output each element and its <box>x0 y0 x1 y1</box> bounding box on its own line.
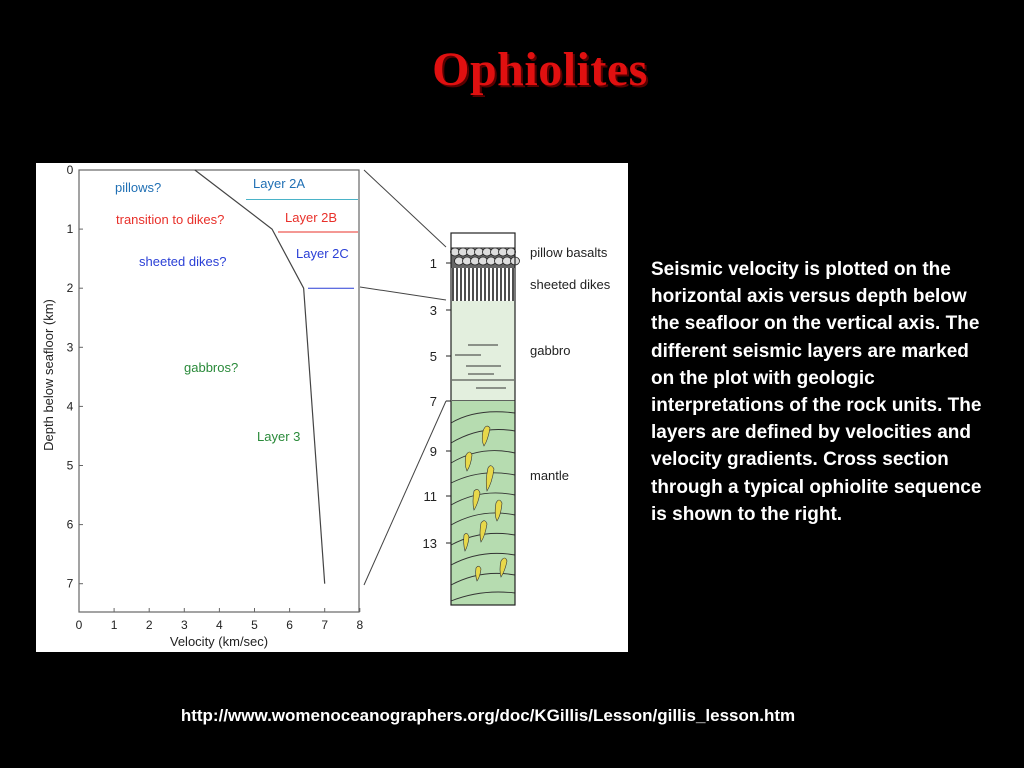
y-axis-label: Depth below seafloor (km) <box>41 299 56 451</box>
connector-middle <box>360 287 446 300</box>
pillow-shape <box>507 248 516 256</box>
source-url-link[interactable]: http://www.womenoceanographers.org/doc/KGillis/Lesson/gillis_lesson.htm <box>180 706 796 725</box>
unit-mantle: mantle <box>530 468 570 483</box>
x-tick-label: 0 <box>75 618 83 632</box>
x-axis-label: Velocity (km/sec) <box>169 634 269 649</box>
y-axis-ticks <box>67 163 83 591</box>
y-tick-label: 2 <box>66 281 74 296</box>
y-tick-label: 0 <box>66 163 74 177</box>
column-depth-ticks <box>423 256 451 551</box>
x-tick-label: 3 <box>180 618 188 632</box>
annotation-gabbros: gabbros? <box>184 360 239 375</box>
slide-title: Ophiolites <box>432 43 648 96</box>
y-tick-label: 4 <box>66 399 74 414</box>
column-tick-label: 5 <box>429 349 437 364</box>
annotation-pillows: pillows? <box>115 180 162 195</box>
column-tick-label: 9 <box>429 444 437 459</box>
x-tick-label: 2 <box>145 618 153 632</box>
annotation-layer-2c: Layer 2C <box>296 246 349 261</box>
figure-svg <box>36 163 628 652</box>
y-tick-label: 3 <box>66 340 74 355</box>
annotation-transition-to-dikes: transition to dikes? <box>116 212 225 227</box>
y-tick-label: 7 <box>66 576 74 591</box>
x-tick-label: 5 <box>251 618 258 632</box>
x-tick-label: 8 <box>356 618 364 632</box>
x-tick-label: 4 <box>216 618 223 632</box>
column-tick-label: 7 <box>429 394 437 409</box>
annotation-layer-2b: Layer 2B <box>285 210 338 225</box>
x-tick-label: 6 <box>286 618 293 632</box>
y-tick-label: 1 <box>66 222 74 237</box>
description-text: Seismic velocity is plotted on the horizontal axis versus depth below the seafloor on the vertical axis. The different seismic layers are marked on the plot with geologic interpretations of the rock units. The layers are defined by velocities and velocity gradients. Cross section through a typical ophiolite sequence is shown to the right. <box>651 259 982 525</box>
ophiolite-column <box>423 233 520 605</box>
column-tick-label: 13 <box>422 536 437 551</box>
unit-gabbro: gabbro <box>530 343 571 358</box>
plot-frame <box>79 170 359 612</box>
column-tick-label: 3 <box>429 303 437 318</box>
x-tick-label: 7 <box>321 618 329 632</box>
gabbro-layer <box>451 301 515 401</box>
annotation-sheeted-dikes: sheeted dikes? <box>139 254 227 269</box>
ophiolite-figure <box>36 163 628 652</box>
annotation-layer-3: Layer 3 <box>257 429 301 444</box>
column-tick-label: 1 <box>429 256 437 271</box>
connector-top <box>364 170 446 247</box>
unit-pillow-basalts: pillow basalts <box>530 245 608 260</box>
column-tick-label: 11 <box>423 489 437 504</box>
y-tick-label: 5 <box>66 458 74 473</box>
y-tick-label: 6 <box>66 517 74 532</box>
unit-sheeted-dikes: sheeted dikes <box>530 277 611 292</box>
x-tick-label: 1 <box>110 618 118 632</box>
annotation-layer-2a: Layer 2A <box>253 176 306 191</box>
column-top-blank <box>451 233 515 248</box>
